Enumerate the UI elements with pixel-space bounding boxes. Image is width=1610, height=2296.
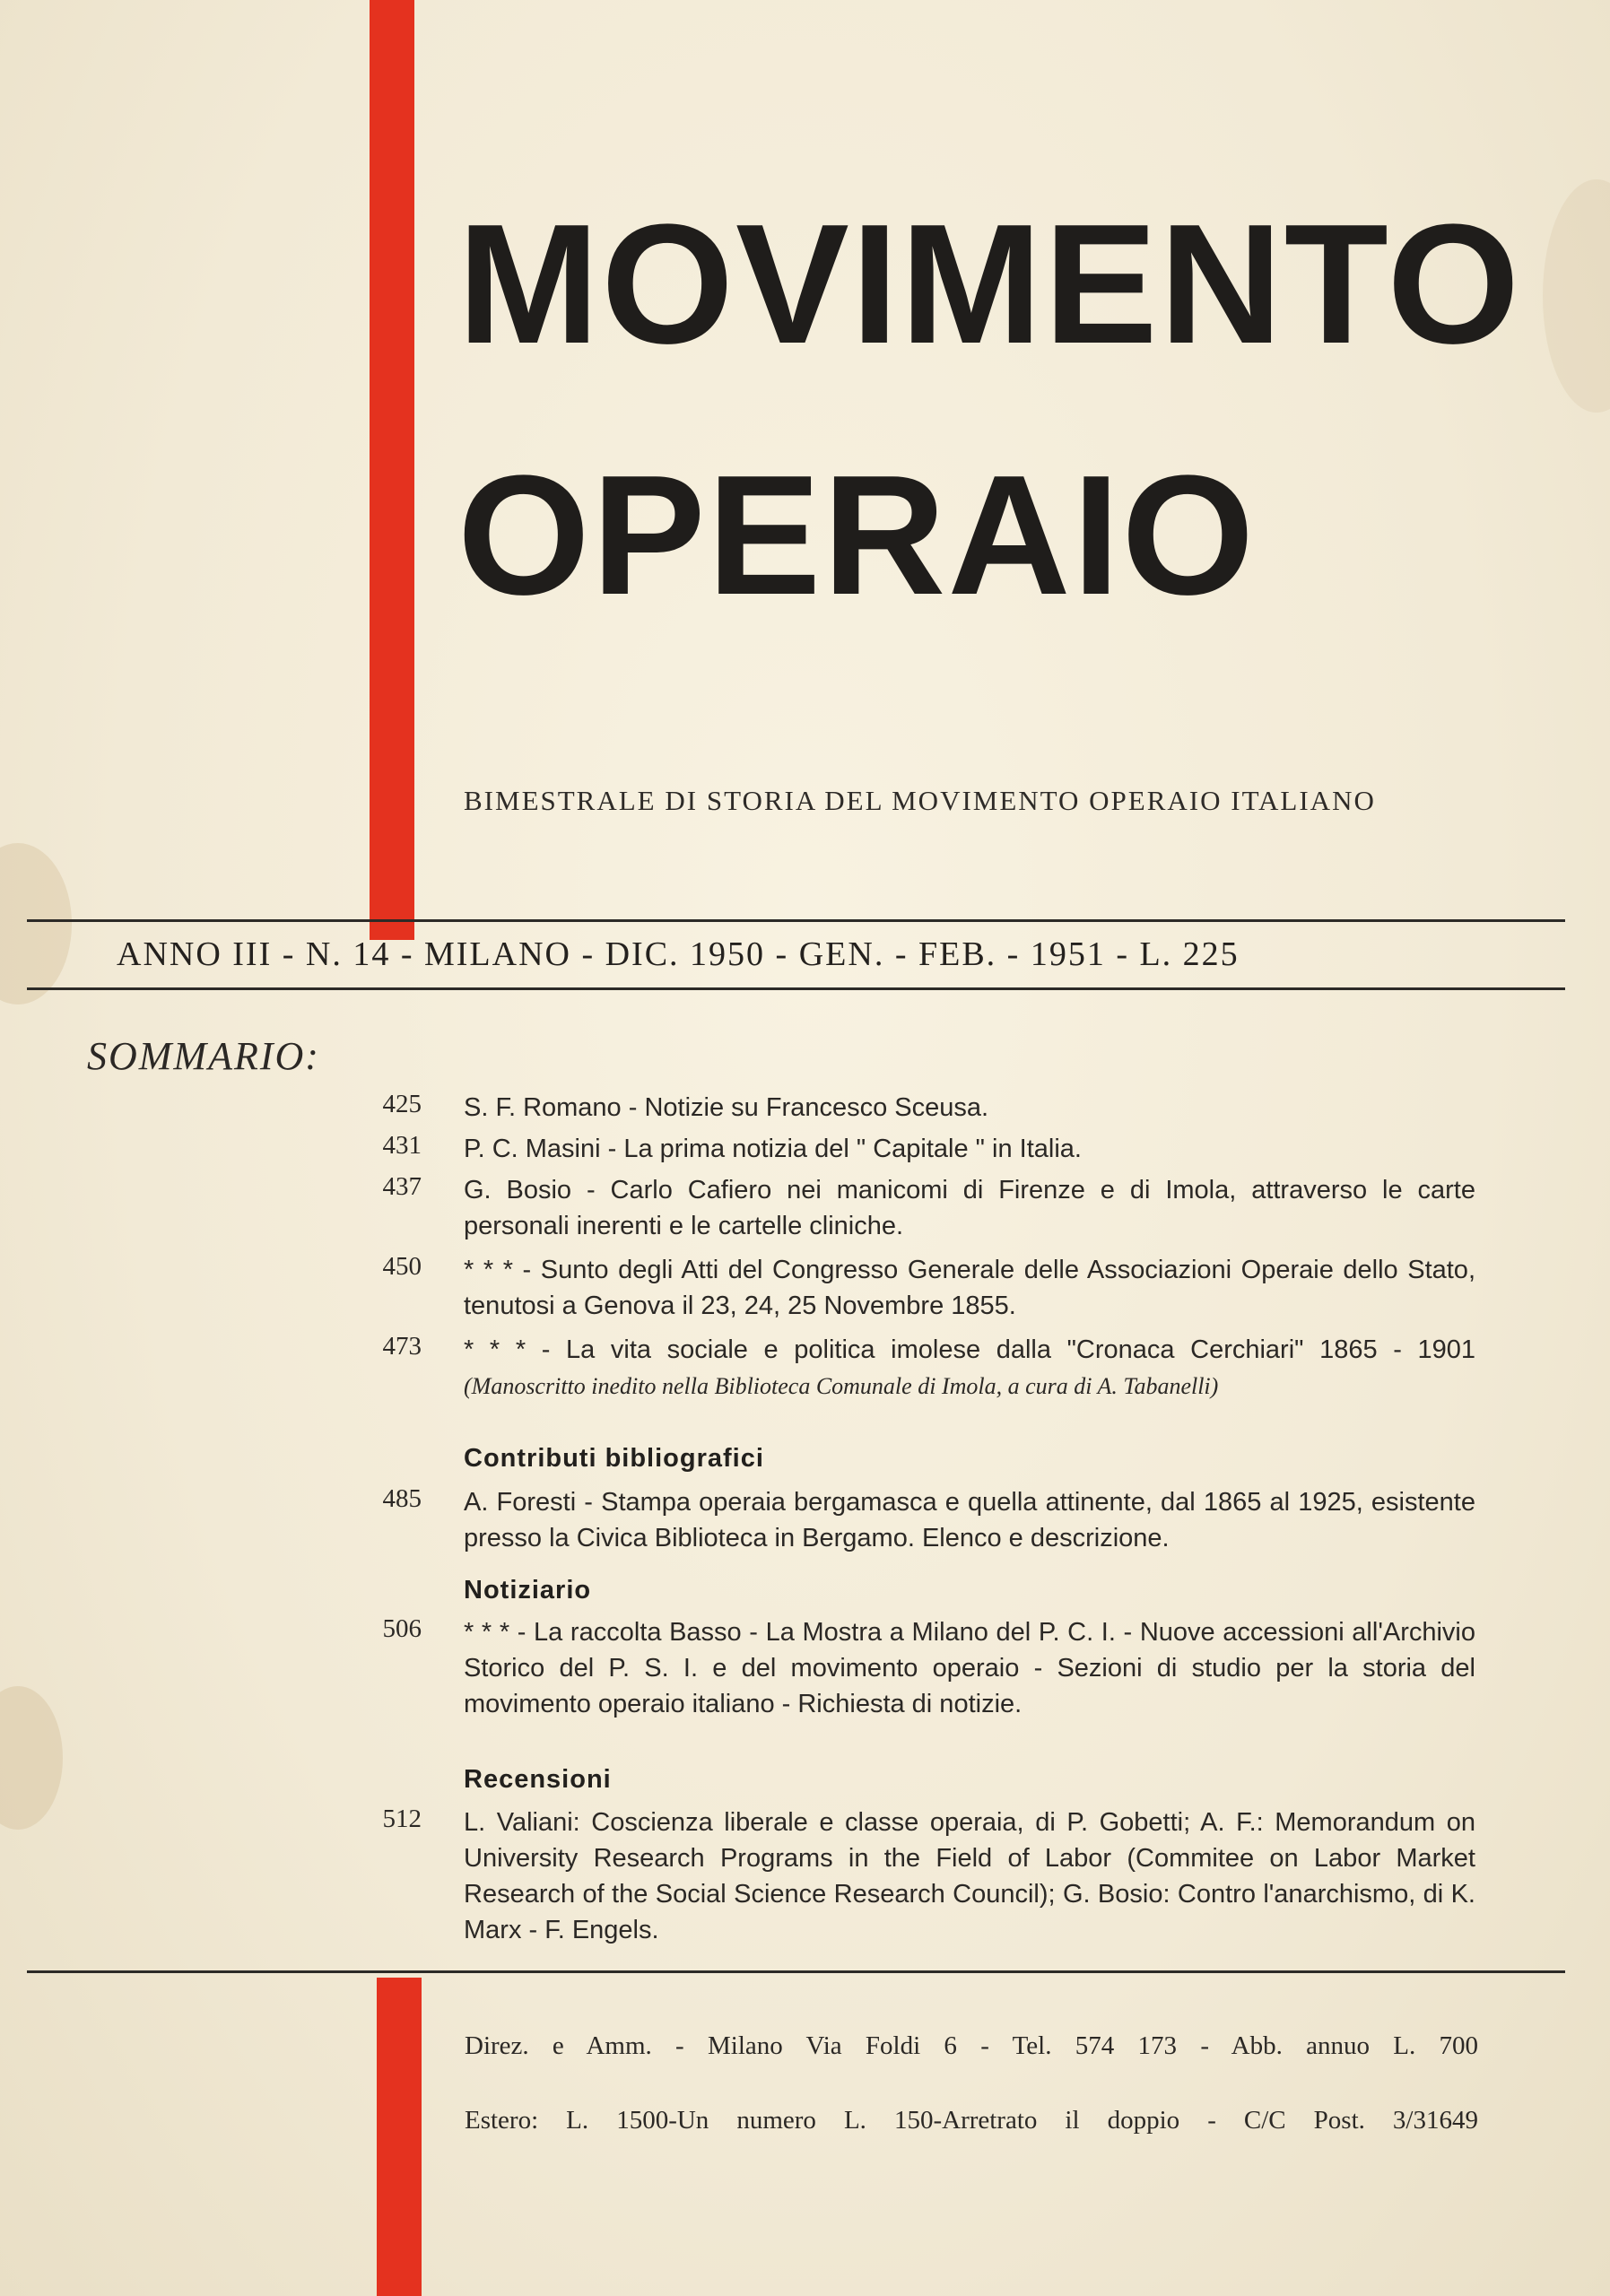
divider-top	[27, 919, 1565, 922]
paper-stain	[0, 843, 72, 1004]
entry-text: A. Foresti - Stampa operaia bergamasca e quella attinente, dal 1865 al 1925, esistente presso la Civica Biblioteca in Bergamo. Elenco e descrizione.	[464, 1488, 1475, 1552]
entry-text: P. C. Masini - La prima notizia del " Capitale " in Italia.	[464, 1135, 1082, 1163]
issue-line: ANNO III - N. 14 - MILANO - DIC. 1950 - GEN. - FEB. - 1951 - L. 225	[117, 935, 1240, 973]
entry-note: (Manoscritto inedito nella Biblioteca Comunale di Imola, a cura di A. Tabanelli)	[464, 1373, 1219, 1399]
entry-text: S. F. Romano - Notizie su Francesco Sceusa.	[464, 1093, 989, 1122]
entry-title: * * * - La vita sociale e politica imolese dalla "Cronaca Cerchiari" 1865 - 1901	[464, 1335, 1475, 1364]
title-line-2: OPERAIO	[457, 440, 1257, 631]
page-number: 473	[382, 1332, 422, 1361]
paper-stain	[0, 1686, 63, 1830]
section-heading-bibliografici: Contributi bibliografici	[464, 1444, 764, 1473]
entry-text	[464, 1332, 1475, 1405]
page-number: 485	[382, 1484, 422, 1513]
entry-text: * * * - La raccolta Basso - La Mostra a Milano del P. C. I. - Nuove accessioni all'Archivio Storico del P. S. I. e del movimento operaio - Sezioni di studio per la storia del movimento operaio italiano - Richiesta di notizie.	[464, 1618, 1475, 1718]
divider-issue	[27, 987, 1565, 990]
entry-text: * * * - Sunto degli Atti del Congresso Generale delle Associazioni Operaie dello Stato, tenutosi a Genova il 23, 24, 25 Novembre 1855.	[464, 1256, 1475, 1320]
divider-bottom	[27, 1970, 1565, 1973]
page-number: 431	[382, 1131, 422, 1160]
page-number: 506	[382, 1614, 422, 1643]
page-number: 425	[382, 1090, 422, 1118]
entry-text: G. Bosio - Carlo Cafiero nei manicomi di Firenze e di Imola, attraverso le carte personali inerenti e le cartelle cliniche.	[464, 1176, 1475, 1240]
entry-text: L. Valiani: Coscienza liberale e classe operaia, di P. Gobetti; A. F.: Memorandum on University Research Programs in the Field of Labor (Commitee on Labor Market Research of the Social Science Research Council); G. Bosio: Contro l'anarchismo, di K. Marx - F. Engels.	[464, 1808, 1475, 1944]
footer-address: Direz. e Amm. - Milano Via Foldi 6 - Tel. 574 173 - Abb. annuo L. 700	[465, 2031, 1478, 2060]
section-heading-notiziario: Notiziario	[464, 1576, 592, 1605]
contents-heading: SOMMARIO:	[87, 1034, 320, 1078]
section-heading-recensioni: Recensioni	[464, 1765, 612, 1794]
title-line-1: MOVIMENTO	[457, 189, 1522, 379]
red-accent-bar-bottom	[377, 1978, 422, 2296]
page-number: 437	[382, 1172, 422, 1201]
paper-stain	[1543, 179, 1610, 413]
footer-subscription: Estero: L. 1500-Un numero L. 150-Arretrato il doppio - C/C Post. 3/31649	[465, 2106, 1478, 2135]
page-number: 512	[382, 1805, 422, 1833]
red-accent-bar-top	[370, 0, 414, 940]
subtitle: BIMESTRALE DI STORIA DEL MOVIMENTO OPERAIO ITALIANO	[464, 785, 1376, 816]
page-number: 450	[382, 1252, 422, 1281]
